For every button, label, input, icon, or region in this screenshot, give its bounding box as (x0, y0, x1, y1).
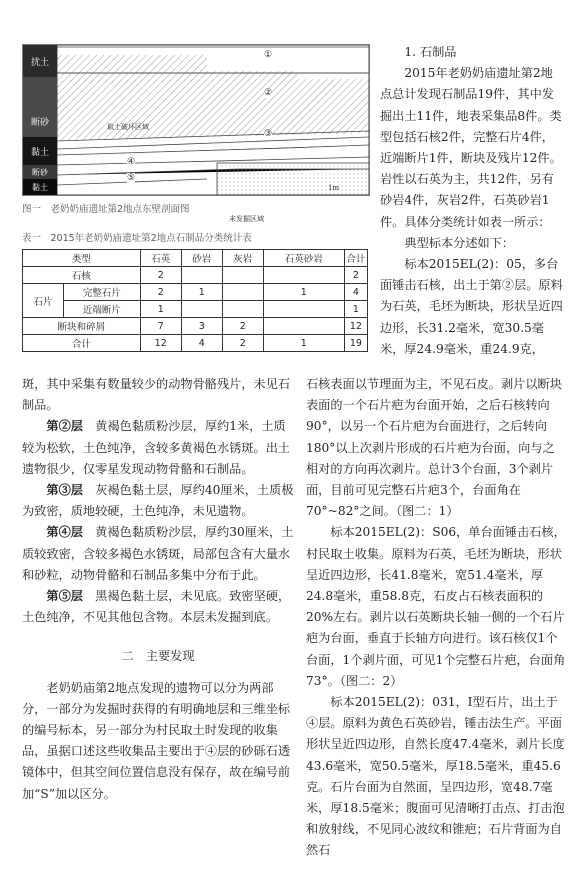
strata-label: 黏土 (23, 137, 57, 165)
table-cell: 12 (344, 318, 367, 335)
table-cell: 2 (140, 267, 181, 284)
table-row (23, 318, 368, 335)
layer-lead: 第②层 (46, 419, 83, 434)
paragraph: 老奶奶庙第2地点发现的遗物可以分为两部分，一部分为发掘时获得的有明确地层和三维坐标的编号标本，另一部分为村民取土时发现的收集品，虽据口述这些收集品主要出于④层的砂砾石透镜体中，但其空间位置信息没有保存，故在编号前加“S”加以区分。 (22, 680, 291, 801)
table-cell: 2 (222, 335, 263, 352)
layer-number: ⑤ (127, 173, 136, 183)
table-cell: 2 (344, 267, 367, 284)
layer-lead: 第④层 (46, 525, 83, 540)
layer-number: ② (264, 88, 273, 98)
table-row (23, 301, 368, 318)
paragraph: 石核表面以节理面为主，不见石皮。剥片以断块表面的一个石片疤为台面开始，之后石核转向90°，以另一个石片疤为台面进行，之后转向180°以上次剥片形成的石片疤为台面，向与之相对的方向再次剥片。总计3个台面，3个剥片面，目前可见完整石片疤3个，台面角在70°~82°之间。（图二：1） (306, 377, 562, 519)
paragraph: 典型标本分述如下： (404, 235, 515, 250)
stone-artifact-table (22, 249, 368, 352)
region-label: 取土破坏区域 (107, 123, 149, 131)
layer-number: ④ (127, 157, 136, 167)
table-cell (222, 301, 263, 318)
layer-number: ① (264, 50, 273, 60)
table-cell: 4 (181, 335, 222, 352)
table-cell: 1 (140, 301, 181, 318)
table-cell: 7 (140, 318, 181, 335)
strata-label: 黏土 (23, 179, 57, 195)
table-header: 类型 (23, 250, 141, 267)
table-caption: 表一 2015年老奶奶庙遗址第2地点石制品分类统计表 (22, 233, 252, 244)
table-row (23, 335, 368, 352)
table-cell (222, 267, 263, 284)
table-cell: 合计 (23, 335, 141, 352)
table-cell (181, 267, 222, 284)
table-cell: 完整石片 (64, 284, 141, 301)
paragraph: 第⑤层 黑褐色黏土层，未见底。致密坚硬，土色纯净，不见其他包含物。本层未发掘到底。 (22, 589, 291, 625)
table-cell: 断块和碎屑 (23, 318, 141, 335)
strata-label: 断砂 (23, 77, 57, 165)
paragraph: 标本2015EL(2)：031，Ⅰ型石片，出土于④层。原料为黄色石英砂岩，锤击法生产。平面形状呈近四边形，自然长度47.4毫米，剥片长度43.6毫米，宽50.5毫米，厚18.5毫米，重45.6克。石片台面为自然面，呈四边形，宽48.7毫米，厚18.5毫米；腹面可见清晰打击点、打击泡和放射线，不见同心波纹和锥疤；石片背面为自然石 (306, 695, 565, 858)
table-header: 合计 (344, 250, 367, 267)
table-header: 砂岩 (181, 250, 222, 267)
strata-label: 扰土 (23, 45, 57, 77)
table-cell (181, 301, 222, 318)
region-label: 未发掘区域 (229, 215, 264, 223)
strata-column (23, 45, 57, 195)
table-cell: 12 (140, 335, 181, 352)
table-row (23, 267, 368, 284)
layer-lead: 第⑤层 (46, 589, 83, 604)
table-cell: 1 (263, 284, 344, 301)
layer-lead: 第③层 (46, 483, 83, 498)
table-cell (222, 284, 263, 301)
table-header: 灰岩 (222, 250, 263, 267)
table-cell: 2 (222, 318, 263, 335)
section-heading: 1. 石制品 (404, 45, 457, 59)
section-drawing (57, 45, 369, 195)
paragraph: 标本2015EL(2)：S06，单台面锤击石核，村民取土收集。原料为石英，毛坯为断块，形状呈近四边形，长41.8毫米，宽51.4毫米，厚24.8毫米，重58.8克，石皮占石核表面积的20%左右。剥片以石英断块长轴一侧的一个石片疤为台面，垂直于长轴方向进行。该石核仅1个台面，1个剥片面，可见1个完整石片疤，台面角73°。（图二：2） (306, 525, 566, 688)
table-header-row (23, 250, 368, 267)
paragraph: 第②层 黄褐色黏质粉沙层，厚约1米，土质较为松软，土色纯净，含较多黄褐色水锈斑。出土遗物很少，仅零星发现动物骨骼和石制品。 (22, 419, 291, 476)
table-cell: 1 (181, 284, 222, 301)
table-cell (263, 301, 344, 318)
table-cell: 石核 (23, 267, 141, 284)
table-header: 石英 (140, 250, 181, 267)
paragraph: 斑，其中采集有数量较少的动物骨骼残片，未见石制品。 (22, 377, 291, 413)
strata-label: 断砂 (23, 165, 57, 179)
table-header: 石英砂岩 (263, 250, 344, 267)
section-title: 二 主要发现 (121, 649, 195, 664)
paragraph: 标本2015EL(2)：05，多台面锤击石核，出土于第②层。原料为石英，毛坯为断块，形状呈近四边形，长31.2毫米，宽30.5毫米，厚24.9毫米，重24.9克， (380, 257, 563, 356)
figure-caption: 图一 老奶奶庙遗址第2地点东壁剖面图 (22, 204, 190, 215)
paragraph: 第④层 黄褐色黏质粉沙层，厚约30厘米，土质较致密，含较多褐色水锈斑，局部包含有大量水和砂粒，动物骨骼和石制品多集中分布于此。 (22, 525, 294, 582)
paragraph: 第③层 灰褐色黏土层，厚约40厘米，土质极为致密，质地较硬，土色纯净，未见遗物。 (22, 483, 294, 519)
table-cell: 近端断片 (64, 301, 141, 318)
table-cell: 19 (344, 335, 367, 352)
right-column-bottom (306, 374, 566, 862)
left-column (22, 374, 294, 805)
scale-bar: 1m (328, 184, 340, 192)
table-cell (263, 318, 344, 335)
table-cell: 4 (344, 284, 367, 301)
layer-number: ③ (264, 129, 273, 139)
table-cell: 1 (263, 335, 344, 352)
table-cell: 2 (140, 284, 181, 301)
table-cell: 1 (344, 301, 367, 318)
table-cell: 3 (181, 318, 222, 335)
table-cell (263, 267, 344, 284)
table-row (23, 284, 368, 301)
paragraph: 2015年老奶奶庙遗址第2地点总计发现石制品19件，其中发掘出土11件，地表采集品8件。类型包括石核2件，完整石片4件，近端断片1件，断块及残片12件。岩性以石英为主，共12件，另有砂岩4件，灰岩2件，石英砂岩1件。具体分类统计如表一所示： (380, 66, 562, 229)
table-group-cell: 石片 (23, 284, 64, 318)
right-column-top (380, 42, 565, 360)
